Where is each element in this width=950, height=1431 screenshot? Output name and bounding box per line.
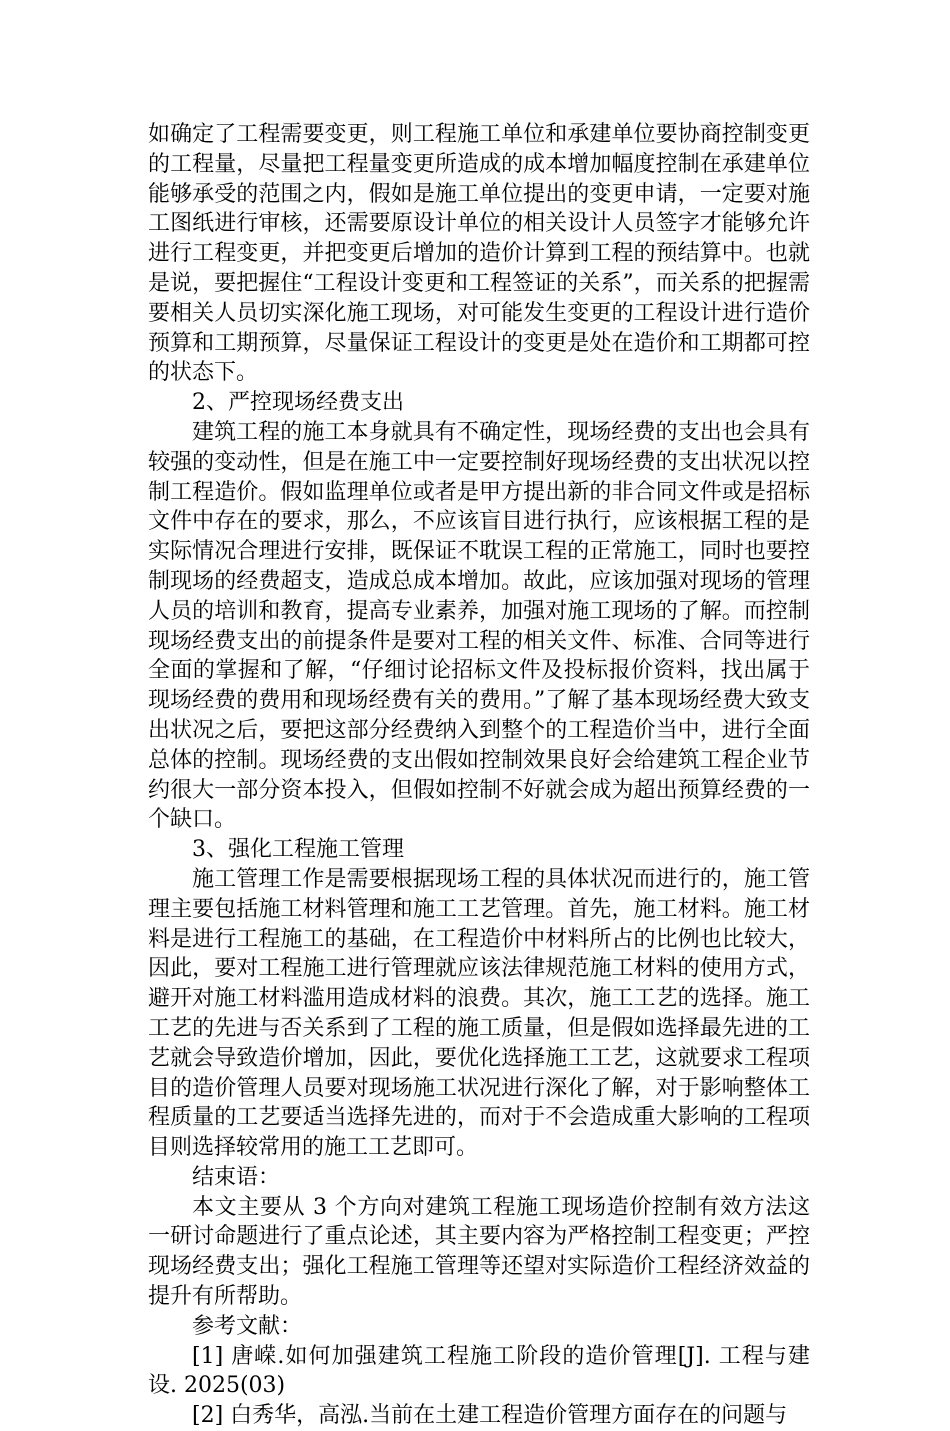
- paragraph-construction-management: 施工管理工作是需要根据现场工程的具体状况而进行的，施工管理主要包括施工材料管理和施工工艺管理。首先，施工材料。施工材料是进行工程施工的基础，在工程造价中材料所占的比例也比较大，因此，要对工程施工进行管理就应该法律规范施工材料的使用方式，避开对施工材料滥用造成材料的浪费。其次，施工工艺的选择。施工工艺的先进与否关系到了工程的施工质量，但是假如选择最先进的工艺就会导致造价增加，因此，要优化选择施工工艺，这就要求工程项目的造价管理人员要对现场施工状况进行深化了解，对于影响整体工程质量的工艺要适当选择先进的，而对于不会造成重大影响的工程项目则选择较常用的施工工艺即可。: [148, 866, 810, 1161]
- paragraph-conclusion: 本文主要从 3 个方向对建筑工程施工现场造价控制有效方法这一研讨命题进行了重点论述，其主要内容为严格控制工程变更；严控现场经费支出；强化工程施工管理等还望对实际造价工程经济效益的提升有所帮助。: [148, 1194, 810, 1310]
- paragraph-site-expenses: 建筑工程的施工本身就具有不确定性，现场经费的支出也会具有较强的变动性，但是在施工中一定要控制好现场经费的支出状况以控制工程造价。假如监理单位或者是甲方提出新的非合同文件或是招标文件中存在的要求，那么，不应该盲目进行执行，应该根据工程的是实际情况合理进行安排，既保证不耽误工程的正常施工，同时也要控制现场的经费超支，造成总成本增加。故此，应该加强对现场的管理人员的培训和教育，提高专业素养，加强对施工现场的了解。而控制现场经费支出的前提条件是要对工程的相关文件、标准、合同等进行全面的掌握和了解，“仔细讨论招标文件及投标报价资料，找出属于现场经费的费用和现场经费有关的费用。”了解了基本现场经费大致支出状况之后，要把这部分经费纳入到整个的工程造价当中，进行全面总体的控制。现场经费的支出假如控制效果良好会给建筑工程企业节约很大一部分资本投入，但假如控制不好就会成为超出预算经费的一个缺口。: [148, 419, 810, 833]
- conclusion-heading: 结束语：: [192, 1164, 281, 1190]
- document-page: [148, 120, 810, 1431]
- section-heading-construction-management: 3、强化工程施工管理: [192, 837, 404, 863]
- reference-item-1: [1] 唐嵘.如何加强建筑工程施工阶段的造价管理[J]. 工程与建设. 2025(03): [148, 1343, 810, 1399]
- reference-item-2: [2] 白秀华，高泓.当前在土建工程造价管理方面存在的问题与: [192, 1403, 788, 1429]
- paragraph-variation-control: 如确定了工程需要变更，则工程施工单位和承建单位要协商控制变更的工程量，尽量把工程量变更所造成的成本增加幅度控制在承建单位能够承受的范围之内，假如是施工单位提出的变更申请，一定要对施工图纸进行审核，还需要原设计单位的相关设计人员签字才能够允许进行工程变更，并把变更后增加的造价计算到工程的预结算中。也就是说，要把握住“工程设计变更和工程签证的关系”，而关系的把握需要相关人员切实深化施工现场，对可能发生变更的工程设计进行造价预算和工期预算，尽量保证工程设计的变更是处在造价和工期都可控的状态下。: [148, 122, 810, 386]
- section-heading-site-expenses: 2、严控现场经费支出: [192, 390, 404, 416]
- references-heading: 参考文献：: [192, 1313, 303, 1339]
